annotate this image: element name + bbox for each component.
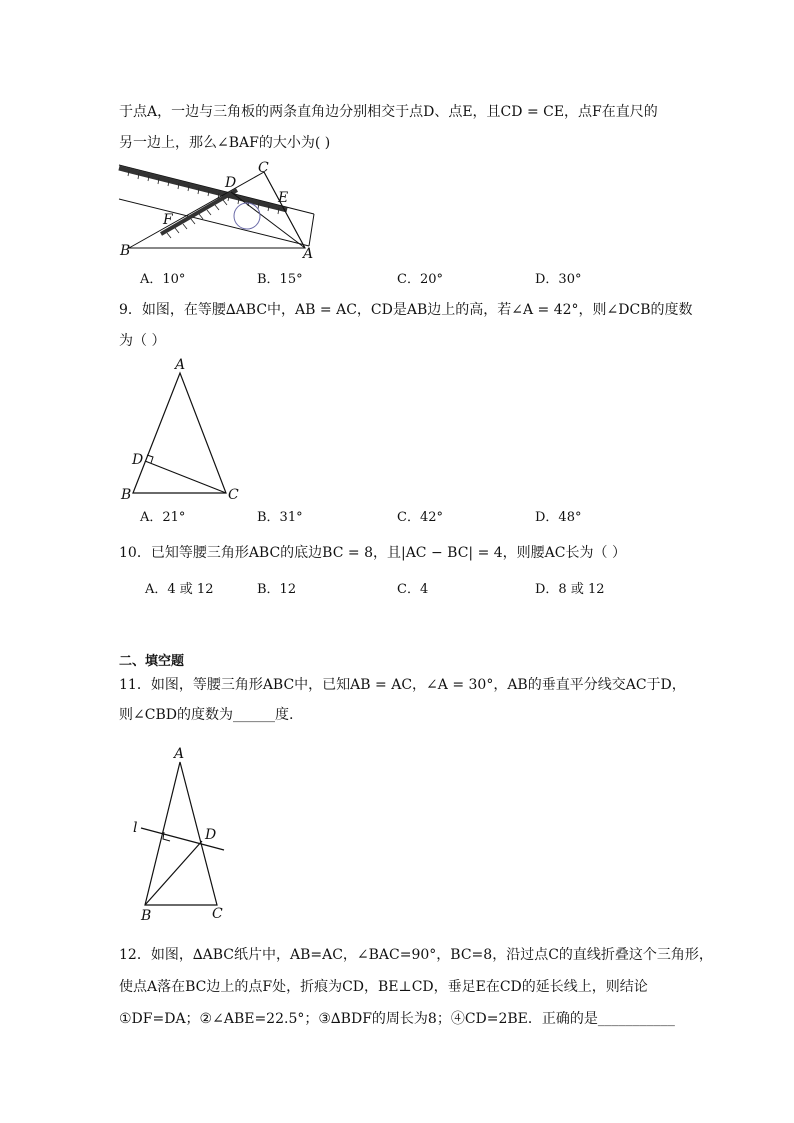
q11-label-a: A xyxy=(174,746,185,762)
q10-option-d[interactable]: D．8 或 12 xyxy=(535,582,605,597)
q8-option-b[interactable]: B．15° xyxy=(257,272,303,287)
q11-label-c: C xyxy=(212,906,223,922)
q8-text-line-1: 于点A，一边与三角板的两条直角边分别相交于点D、点E，且CD = CE，点F在直尺的 xyxy=(119,104,658,120)
q12-text-line-2: 使点A落在BC边上的点F处，折痕为CD，BE⊥CD，垂足E在CD的延长线上，则结论 xyxy=(119,979,648,995)
q8-label-b: B xyxy=(120,243,131,259)
q9-option-d[interactable]: D．48° xyxy=(535,510,582,525)
q10-option-a[interactable]: A．4 或 12 xyxy=(145,582,214,597)
q9-triangle-figure xyxy=(119,355,244,505)
q9-option-c[interactable]: C．42° xyxy=(397,510,443,525)
q9-label-c: C xyxy=(228,487,239,503)
q8-label-a: A xyxy=(303,246,314,262)
q10-option-b[interactable]: B．12 xyxy=(257,582,297,597)
q8-option-a[interactable]: A．10° xyxy=(140,272,186,287)
q9-label-a: A xyxy=(175,357,186,373)
q8-text-line-2: 另一边上，那么∠BAF的大小为( ) xyxy=(119,135,331,151)
q9-text-line-1: 9．如图，在等腰∆ABC中，AB = AC，CD是AB边上的高，若∠A = 42°，则∠DCB的度数 xyxy=(119,302,693,318)
q9-label-b: B xyxy=(121,487,132,503)
q10-text-line-1: 10．已知等腰三角形ABC的底边BC = 8，且|AC − BC| = 4，则腰AC长为（ ） xyxy=(119,545,626,561)
section-title-fill-in: 二、填空题 xyxy=(119,654,185,669)
q8-ruler-triangle-figure xyxy=(119,158,319,262)
q12-text-line-3: ①DF=DA；②∠ABE=22.5°；③∆BDF的周长为8；④CD=2BE．正确的是___________ xyxy=(119,1011,675,1027)
q9-text-line-2: 为（ ） xyxy=(119,333,166,349)
q10-option-c[interactable]: C．4 xyxy=(397,582,429,597)
q8-label-d: D xyxy=(225,175,237,191)
q9-option-a[interactable]: A．21° xyxy=(140,510,186,525)
q8-option-c[interactable]: C．20° xyxy=(397,272,443,287)
q11-text-line-2: 则∠CBD的度数为______度. xyxy=(119,707,294,723)
q11-label-d: D xyxy=(205,827,217,843)
q11-text-line-1: 11．如图，等腰三角形ABC中，已知AB = AC，∠A = 30°，AB的垂直平分线交AC于D， xyxy=(119,677,686,693)
q8-label-c: C xyxy=(258,160,269,176)
q11-label-b: B xyxy=(141,908,152,924)
q11-label-l: l xyxy=(133,820,138,836)
q9-option-b[interactable]: B．31° xyxy=(257,510,303,525)
q12-text-line-1: 12．如图，∆ABC纸片中，AB=AC，∠BAC=90°，BC=8，沿过点C的直线折叠这个三角形， xyxy=(119,947,713,963)
q11-triangle-figure xyxy=(119,742,244,927)
q8-option-d[interactable]: D．30° xyxy=(535,272,582,287)
q9-label-d: D xyxy=(132,452,144,468)
q8-label-e: E xyxy=(278,190,289,206)
q8-label-f: F xyxy=(163,212,173,228)
